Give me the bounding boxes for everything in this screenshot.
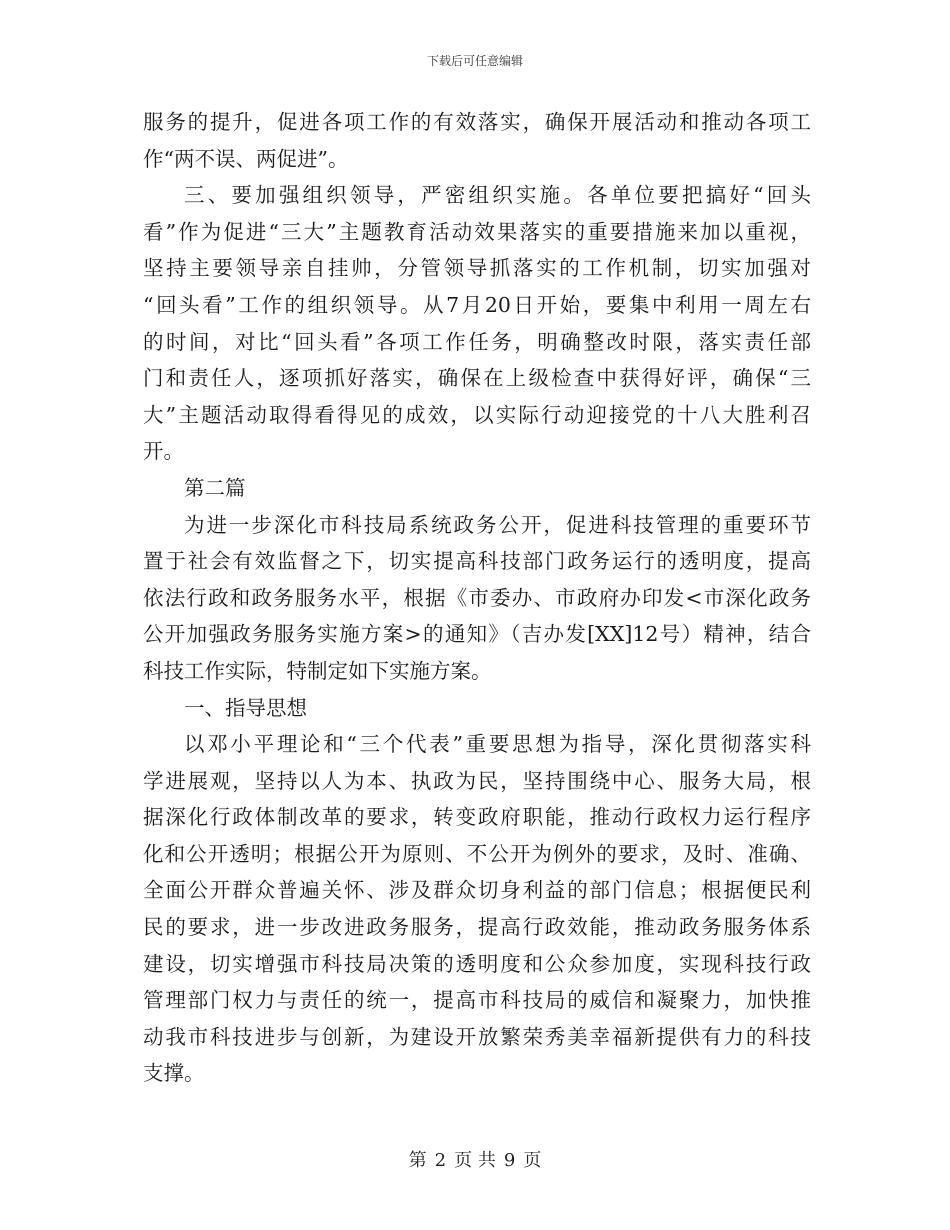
text-line: 支撑。 [143, 1061, 205, 1086]
text-line: 以邓小平理论和“三个代表”重要思想为指导，深化贯彻落实科 [184, 732, 811, 757]
text-line: 坚持主要领导亲自挂帅，分管领导抓落实的工作机制，切实加强对 [143, 256, 811, 281]
text-line: 开。 [143, 439, 184, 464]
text-line: 大”主题活动取得看得见的成效，以实际行动迎接党的十八大胜利召 [143, 402, 811, 427]
footer-suffix: 页 [523, 1150, 542, 1171]
text-line: 管理部门权力与责任的统一，提高市科技局的威信和凝聚力，加快推 [143, 988, 811, 1013]
text-line: 化和公开透明；根据公开为原则、不公开为例外的要求，及时、准确、 [143, 841, 811, 866]
document-body [143, 104, 811, 1092]
text-line: 全面公开群众普遍关怀、涉及群众切身利益的部门信息；根据便民利 [143, 878, 811, 903]
text-line: 民的要求，进一步改进政务服务，提高行政效能，推动政务服务体系 [143, 915, 811, 940]
text-line: 一、指导思想 [184, 695, 307, 720]
text-line: 门和责任人，逐项抓好落实，确保在上级检查中获得好评，确保“三 [143, 366, 811, 391]
footer-total-pages: 9 [503, 1150, 516, 1171]
text-line: 科技工作实际，特制定如下实施方案。 [143, 658, 492, 683]
text-line: “回头看”工作的组织领导。从7月20日开始，要集中利用一周左右 [143, 292, 811, 317]
footer-middle: 页 共 [454, 1150, 496, 1171]
text-line: 建设，切实增强市科技局决策的透明度和公众参加度，实现科技行政 [143, 951, 811, 976]
text-line: 看”作为促进“三大”主题教育活动效果落实的重要措施来加以重视， [143, 219, 811, 244]
text-line: 第二篇 [184, 475, 246, 500]
text-line: 为进一步深化市科技局系统政务公开，促进科技管理的重要环节 [184, 512, 811, 537]
text-line: 置于社会有效监督之下，切实提高科技部门政务运行的透明度，提高 [143, 549, 811, 574]
footer-prefix: 第 [408, 1150, 427, 1171]
text-line: 学进展观，坚持以人为本、执政为民，坚持围绕中心、服务大局，根 [143, 768, 811, 793]
footer-page-number: 2 [434, 1150, 447, 1171]
text-line: 依法行政和政务服务水平，根据《市委办、市政府办印发<市深化政务 [143, 585, 811, 610]
text-line: 作“两不误、两促进”。 [143, 146, 349, 171]
page-header-note: 下载后可任意编辑 [426, 54, 523, 68]
text-line: 的时间，对比“回头看”各项工作任务，明确整改时限，落实责任部 [143, 329, 811, 354]
text-line: 据深化行政体制改革的要求，转变政府职能，推动行政权力运行程序 [143, 805, 811, 830]
text-line: 公开加强政务服务实施方案>的通知》（吉办发[XX]12号）精神，结合 [143, 622, 811, 647]
text-line: 三、要加强组织领导，严密组织实施。各单位要把搞好“回头 [184, 183, 811, 208]
text-line: 服务的提升，促进各项工作的有效落实，确保开展活动和推动各项工 [143, 110, 811, 134]
text-line: 动我市科技进步与创新，为建设开放繁荣秀美幸福新提供有力的科技 [143, 1024, 811, 1049]
page-footer [0, 1146, 950, 1172]
